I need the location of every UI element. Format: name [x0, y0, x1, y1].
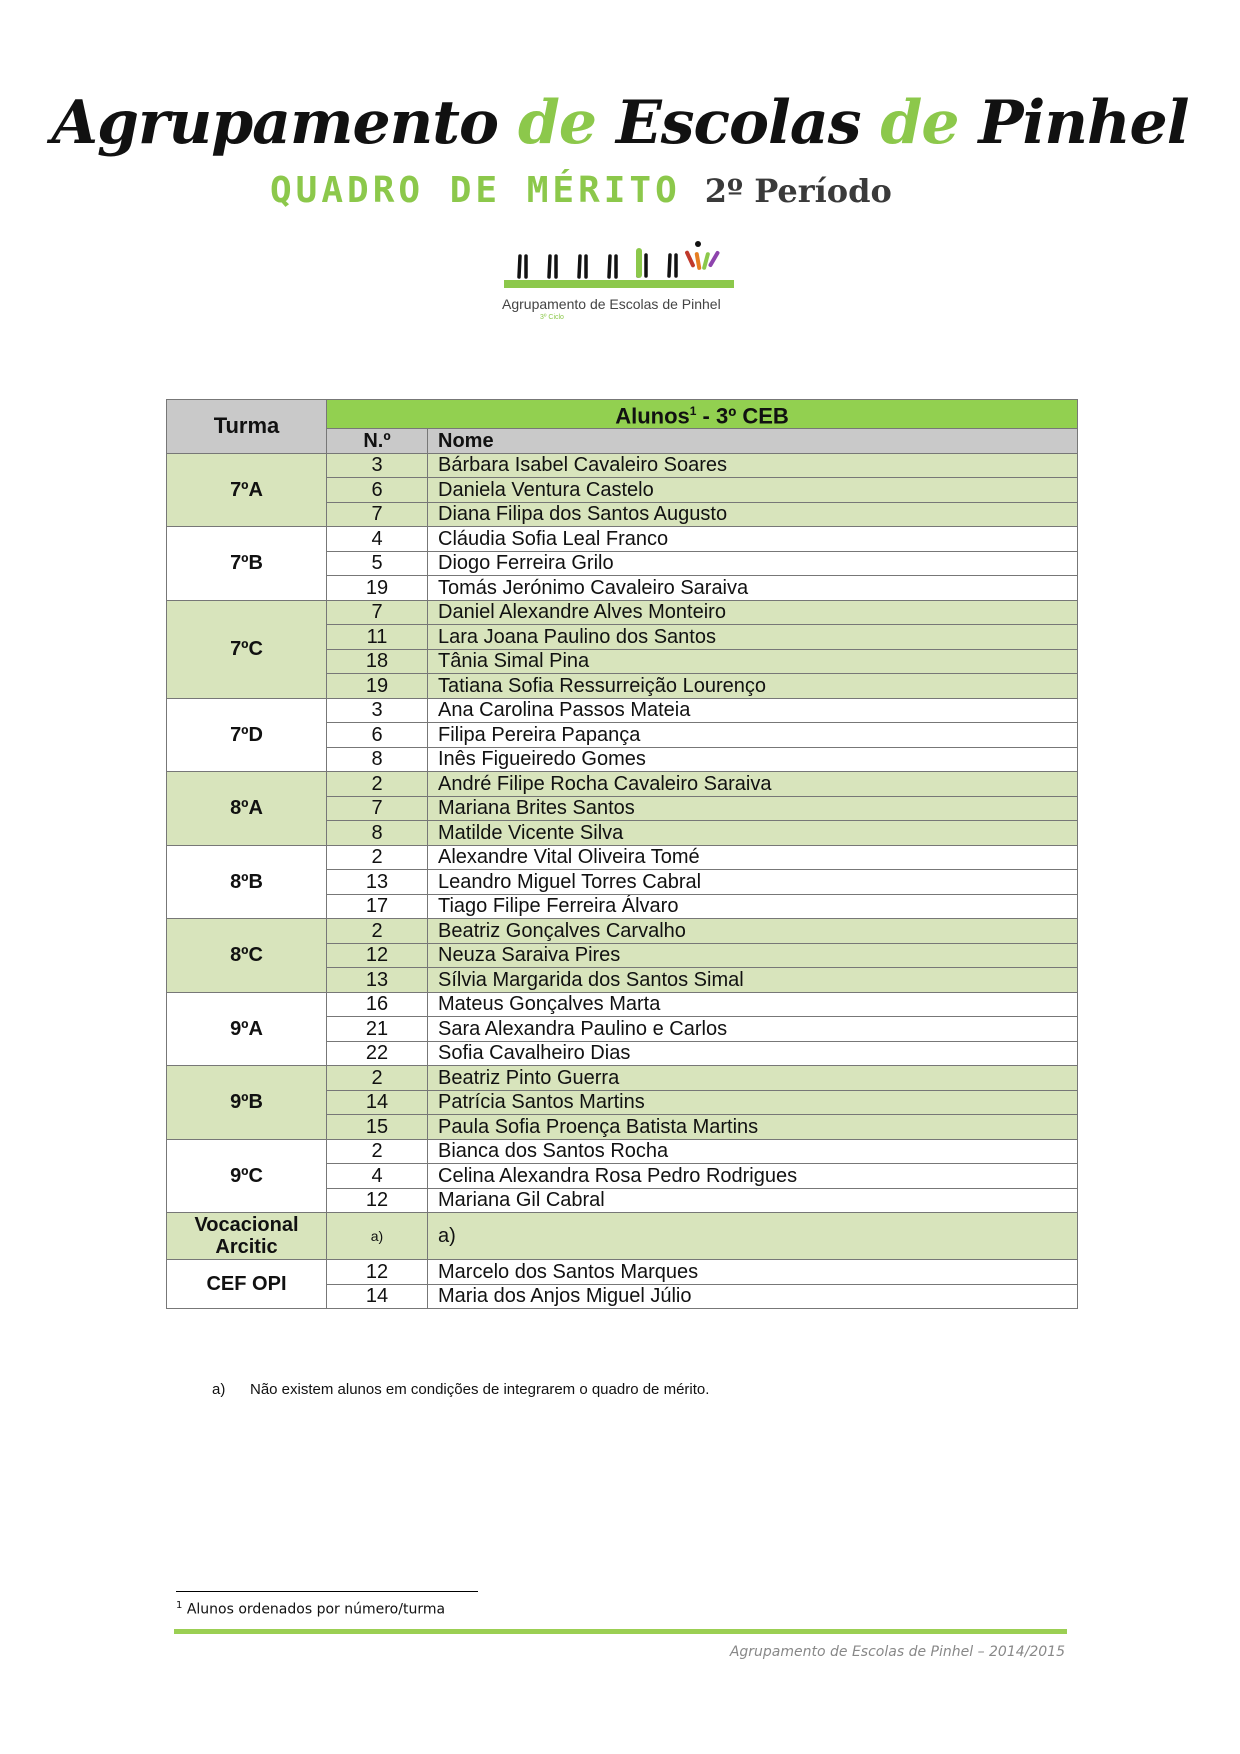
- student-number: 13: [327, 870, 428, 895]
- student-name: Tânia Simal Pina: [428, 649, 1078, 674]
- student-number: 18: [327, 649, 428, 674]
- table-row: [167, 453, 1078, 478]
- student-name: a): [428, 1213, 1078, 1260]
- footer-bar: [174, 1629, 1067, 1634]
- student-number: 16: [327, 992, 428, 1017]
- title-text-de-2: de: [880, 88, 959, 158]
- student-number: 19: [327, 576, 428, 601]
- student-name: Ana Carolina Passos Mateia: [428, 698, 1078, 723]
- student-name: Beatriz Gonçalves Carvalho: [428, 919, 1078, 944]
- student-name: Tatiana Sofia Ressurreição Lourenço: [428, 674, 1078, 699]
- turma-cell: 8ºA: [167, 772, 327, 846]
- footnote-ref: 1: [689, 404, 697, 419]
- title-text-de: de: [517, 88, 597, 158]
- student-name: Beatriz Pinto Guerra: [428, 1066, 1078, 1091]
- student-number: 2: [327, 1139, 428, 1164]
- turma-cell: 8ºC: [167, 919, 327, 993]
- student-name: Marcelo dos Santos Marques: [428, 1260, 1078, 1285]
- student-number: 4: [327, 1164, 428, 1189]
- student-number: 14: [327, 1284, 428, 1309]
- student-number: 21: [327, 1017, 428, 1042]
- alunos-header-suffix: - 3º CEB: [696, 403, 789, 429]
- student-name: Diogo Ferreira Grilo: [428, 551, 1078, 576]
- student-name: Inês Figueiredo Gomes: [428, 747, 1078, 772]
- student-name: Leandro Miguel Torres Cabral: [428, 870, 1078, 895]
- turma-cell: 8ºB: [167, 845, 327, 919]
- table-row: [167, 527, 1078, 552]
- title-text-escolas: Escolas: [596, 88, 881, 158]
- student-number: 2: [327, 845, 428, 870]
- student-number: 11: [327, 625, 428, 650]
- student-name: Neuza Saraiva Pires: [428, 943, 1078, 968]
- student-number: 5: [327, 551, 428, 576]
- note-a: [212, 1381, 709, 1398]
- student-name: André Filipe Rocha Cavaleiro Saraiva: [428, 772, 1078, 797]
- table-row: [167, 1139, 1078, 1164]
- alunos-header-text: Alunos: [615, 403, 690, 429]
- turma-cell: 7ºC: [167, 600, 327, 698]
- table-row: [167, 600, 1078, 625]
- periodo-label: 2º Período: [704, 172, 892, 210]
- student-number: 12: [327, 1188, 428, 1213]
- turma-cell: 9ºC: [167, 1139, 327, 1213]
- turma-cell: Vocacional Arcitic: [167, 1213, 327, 1260]
- student-number: 8: [327, 821, 428, 846]
- student-name: Maria dos Anjos Miguel Júlio: [428, 1284, 1078, 1309]
- student-number: 7: [327, 600, 428, 625]
- title-text-pinhel: Pinhel: [958, 88, 1189, 158]
- student-number: 2: [327, 772, 428, 797]
- school-logo-icon: [490, 232, 750, 327]
- num-header: N.º: [327, 429, 428, 454]
- turma-cell: 7ºD: [167, 698, 327, 772]
- student-name: Bárbara Isabel Cavaleiro Soares: [428, 453, 1078, 478]
- student-name: Diana Filipa dos Santos Augusto: [428, 502, 1078, 527]
- student-number: 7: [327, 502, 428, 527]
- student-name: Filipa Pereira Papança: [428, 723, 1078, 748]
- table-row: [167, 992, 1078, 1017]
- turma-cell: 7ºB: [167, 527, 327, 601]
- student-number: 22: [327, 1041, 428, 1066]
- logo-text: Agrupamento de Escolas de Pinhel: [502, 296, 721, 312]
- table-row: [167, 919, 1078, 944]
- student-name: Alexandre Vital Oliveira Tomé: [428, 845, 1078, 870]
- student-number: 2: [327, 919, 428, 944]
- table-row: [167, 1066, 1078, 1091]
- student-name: Daniela Ventura Castelo: [428, 478, 1078, 503]
- student-number: 6: [327, 478, 428, 503]
- turma-header: Turma: [167, 400, 327, 454]
- note-a-text: Não existem alunos em condições de integrarem o quadro de mérito.: [250, 1381, 710, 1398]
- student-number: 14: [327, 1090, 428, 1115]
- footer-text: Agrupamento de Escolas de Pinhel – 2014/2015: [729, 1644, 1065, 1660]
- student-name: Tiago Filipe Ferreira Álvaro: [428, 894, 1078, 919]
- student-number: 8: [327, 747, 428, 772]
- table-row: [167, 698, 1078, 723]
- student-name: Mariana Brites Santos: [428, 796, 1078, 821]
- student-number: 3: [327, 698, 428, 723]
- student-number: 13: [327, 968, 428, 993]
- student-name: Celina Alexandra Rosa Pedro Rodrigues: [428, 1164, 1078, 1189]
- student-number: 12: [327, 1260, 428, 1285]
- footnote: [176, 1600, 445, 1618]
- table-row: [167, 845, 1078, 870]
- student-number: 6: [327, 723, 428, 748]
- student-name: Matilde Vicente Silva: [428, 821, 1078, 846]
- turma-cell: 7ºA: [167, 453, 327, 527]
- student-number: a): [327, 1213, 428, 1260]
- student-name: Lara Joana Paulino dos Santos: [428, 625, 1078, 650]
- student-name: Daniel Alexandre Alves Monteiro: [428, 600, 1078, 625]
- nome-header: Nome: [428, 429, 1078, 454]
- student-name: Mariana Gil Cabral: [428, 1188, 1078, 1213]
- student-name: Sofia Cavalheiro Dias: [428, 1041, 1078, 1066]
- table-row: [167, 1213, 1078, 1260]
- footnote-mark: 1: [176, 1600, 183, 1611]
- logo-subtext: 3º Ciclo: [540, 314, 564, 321]
- student-name: Cláudia Sofia Leal Franco: [428, 527, 1078, 552]
- student-name: Tomás Jerónimo Cavaleiro Saraiva: [428, 576, 1078, 601]
- turma-cell: 9ºA: [167, 992, 327, 1066]
- turma-cell: CEF OPI: [167, 1260, 327, 1309]
- student-name: Mateus Gonçalves Marta: [428, 992, 1078, 1017]
- table-row: [167, 772, 1078, 797]
- student-name: Sara Alexandra Paulino e Carlos: [428, 1017, 1078, 1042]
- student-name: Sílvia Margarida dos Santos Simal: [428, 968, 1078, 993]
- student-number: 15: [327, 1115, 428, 1140]
- footnote-text: Alunos ordenados por número/turma: [186, 1601, 446, 1618]
- student-number: 4: [327, 527, 428, 552]
- alunos-header: [327, 400, 1078, 429]
- student-name: Bianca dos Santos Rocha: [428, 1139, 1078, 1164]
- student-number: 12: [327, 943, 428, 968]
- footnote-divider: [176, 1591, 478, 1592]
- student-number: 17: [327, 894, 428, 919]
- student-number: 3: [327, 453, 428, 478]
- note-a-label: a): [212, 1381, 226, 1398]
- student-number: 7: [327, 796, 428, 821]
- table-row: [167, 1260, 1078, 1285]
- page-title: [0, 88, 1240, 158]
- quadro-de-merito-label: QUADRO DE MÉRITO: [270, 170, 681, 211]
- merit-table: [166, 399, 1078, 1309]
- table-header-row: [167, 400, 1078, 429]
- title-text-agrupamento: Agrupamento: [51, 88, 518, 158]
- page-subtitle: [270, 170, 892, 211]
- student-number: 19: [327, 674, 428, 699]
- turma-cell: 9ºB: [167, 1066, 327, 1140]
- student-name: Patrícia Santos Martins: [428, 1090, 1078, 1115]
- student-number: 2: [327, 1066, 428, 1091]
- student-name: Paula Sofia Proença Batista Martins: [428, 1115, 1078, 1140]
